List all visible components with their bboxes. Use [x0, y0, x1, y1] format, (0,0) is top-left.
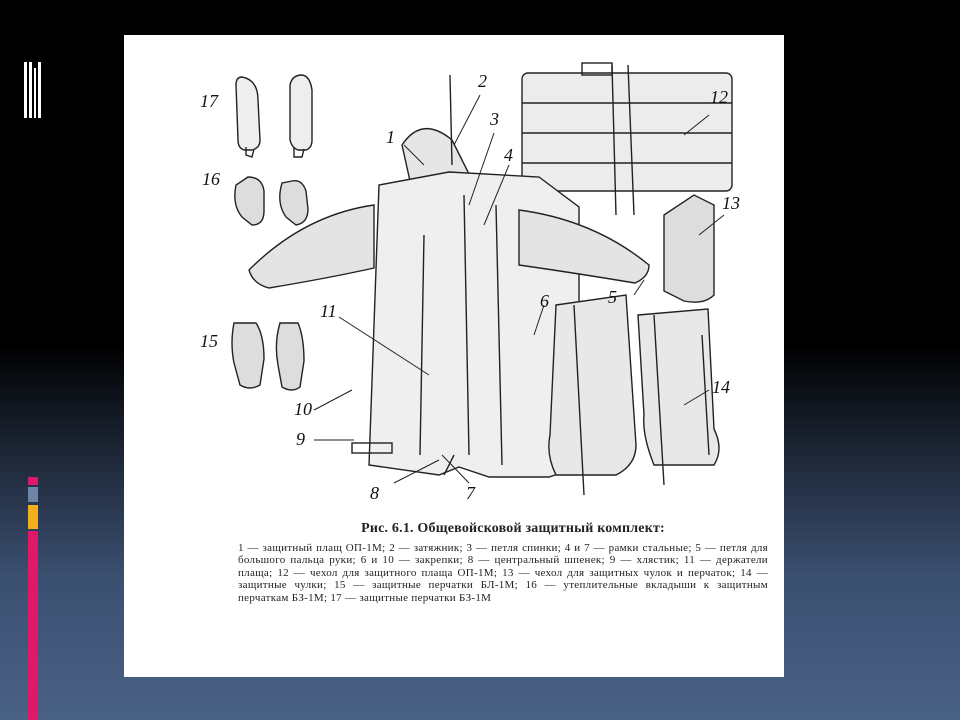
figure-label-1: 1: [386, 127, 395, 147]
figure-label-13: 13: [722, 193, 740, 213]
liners-16-drawing: [235, 177, 308, 225]
figure-label-6: 6: [540, 291, 549, 311]
gloves-17-drawing: [236, 75, 312, 157]
gloves-15-drawing: [232, 323, 304, 390]
case-13-drawing: [664, 195, 714, 302]
protective-kit-illustration: [124, 35, 784, 525]
figure-label-3: 3: [490, 109, 499, 129]
slide-accent-bars: [0, 0, 40, 720]
figure-label-17: 17: [200, 91, 218, 111]
figure-label-16: 16: [202, 169, 220, 189]
figure-panel: [124, 35, 784, 677]
caption-body: 1 — защитный плащ ОП-1М; 2 — затяжник; 3 — петля спинки; 4 и 7 — рамки стальные; 5 — петля для большого пальца руки; 6 и 10 — закрепки; 8 — центральный шпенек; 9 — хлястик; 11 — держатели плаща; 12 — чехол для защитного плаща ОП-1М; 13 — чехол для защитных чулок и перчаток; 14 — защитные чулки; 15 — защитные перчатки БЛ-1М; 16 — утеплительные вкладыши к защитным перчаткам БЗ-1М; 17 — защитные перчатки БЗ-1М: [238, 541, 768, 604]
figure-label-5: 5: [608, 287, 617, 307]
figure-caption: [238, 523, 768, 605]
stockings-14-drawing: [549, 295, 719, 495]
figure-label-9: 9: [296, 429, 305, 449]
caption-title: Рис. 6.1. Общевойсковой защитный комплект:: [361, 521, 665, 536]
figure-label-15: 15: [200, 331, 218, 351]
figure-label-2: 2: [478, 71, 487, 91]
figure-label-8: 8: [370, 483, 379, 503]
figure-label-7: 7: [466, 483, 475, 503]
figure-label-14: 14: [712, 377, 730, 397]
figure-label-11: 11: [320, 301, 337, 321]
figure-label-4: 4: [504, 145, 513, 165]
figure-label-12: 12: [710, 87, 728, 107]
figure-label-10: 10: [294, 399, 312, 419]
